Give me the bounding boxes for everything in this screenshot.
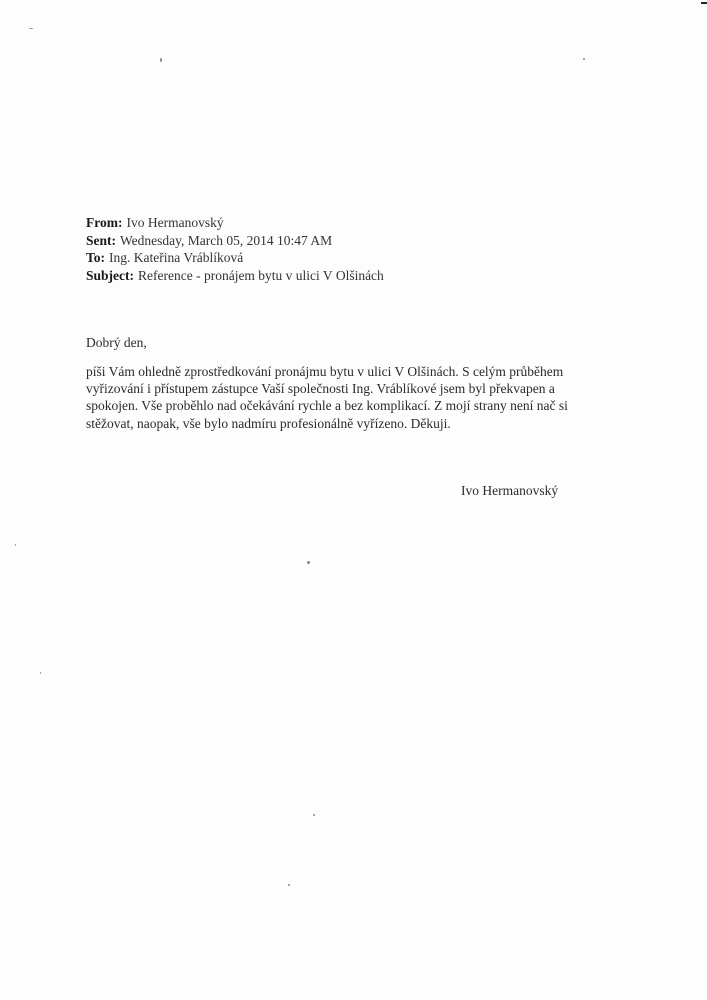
from-row xyxy=(86,214,384,232)
scan-speck xyxy=(307,561,310,564)
body-line: stěžovat, naopak, vše bylo nadmíru profesionálně vyřízeno. Děkuji. xyxy=(86,415,451,431)
subject-value: Reference - pronájem bytu v ulici V Olšinách xyxy=(138,267,384,283)
subject-label: Subject: xyxy=(86,267,134,283)
letter-body xyxy=(86,363,586,432)
from-value: Ivo Hermanovský xyxy=(126,215,224,230)
sent-row xyxy=(86,232,384,250)
body-line: vyřizování i přístupem zástupce Vaší společnosti Ing. Vráblíkové jsem byl překvapen a xyxy=(86,381,555,397)
scan-speck xyxy=(15,544,16,546)
scan-speck xyxy=(288,884,290,886)
scan-speck xyxy=(313,814,315,816)
sent-value: Wednesday, March 05, 2014 10:47 AM xyxy=(120,232,333,248)
to-value: Ing. Kateřina Vráblíková xyxy=(109,250,244,265)
subject-row xyxy=(86,267,384,285)
body-line: píši Vám ohledně zprostředkování pronájmu bytu v ulici V Olšinách. S celým průběhem xyxy=(86,364,564,379)
scan-speck xyxy=(40,672,41,674)
from-label: From: xyxy=(86,215,123,230)
email-header xyxy=(86,214,384,284)
sent-label: Sent: xyxy=(86,232,116,248)
letter-signature: Ivo Hermanovský xyxy=(461,483,559,498)
scan-speck xyxy=(583,58,585,60)
scan-edge-mark xyxy=(701,2,707,4)
to-label: To: xyxy=(86,250,106,265)
scan-speck xyxy=(29,28,33,29)
letter-greeting: Dobrý den, xyxy=(86,335,147,350)
to-row xyxy=(86,249,384,267)
body-line: spokojen. Vše proběhlo nad očekávání rychle a bez komplikací. Z mojí strany není nač si xyxy=(86,398,568,414)
scan-speck xyxy=(160,58,162,62)
